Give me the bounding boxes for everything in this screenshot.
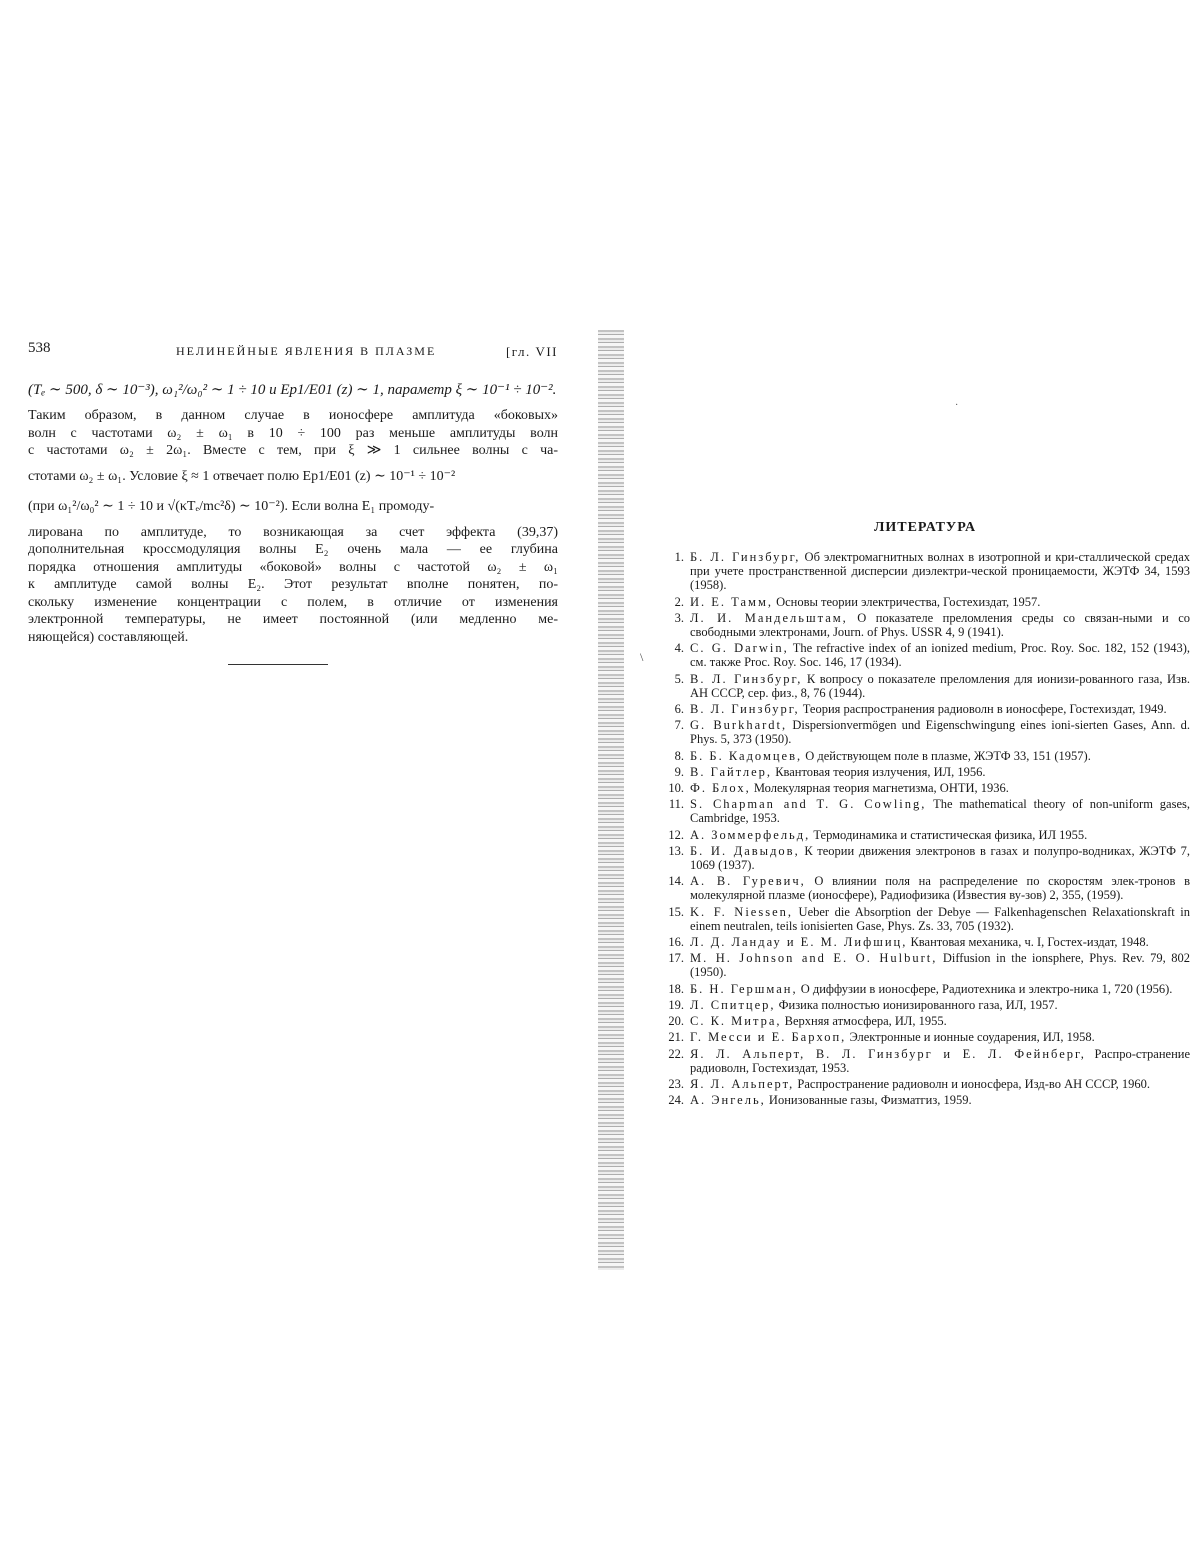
reference-list <box>660 550 1190 1107</box>
reference-authors: В. Гайтлер, <box>690 764 773 779</box>
reference-authors: Г. Месси и Е. Бархоп, <box>690 1030 847 1045</box>
reference-item <box>660 702 1190 716</box>
book-gutter <box>598 330 624 1270</box>
reference-item <box>660 874 1190 902</box>
reference-number: 23. <box>668 1076 684 1091</box>
running-title: НЕЛИНЕЙНЫЕ ЯВЛЕНИЯ В ПЛАЗМЕ <box>176 344 437 358</box>
reference-item <box>660 844 1190 872</box>
reference-text: О диффузии в ионосфере, Радиотехника и электро-ника 1, 720 (1956). <box>797 981 1173 996</box>
reference-text: Об электромагнитных волнах в изотропной и кри-сталлической средах при учете пространственной дисперсии диэлектри-ческой проницаемости, ЖЭТФ 34, 1593 (1958). <box>690 550 1191 593</box>
reference-number: 1. <box>674 550 684 564</box>
right-page <box>660 520 1190 1109</box>
reference-text: The refractive index of an ionized medium, Proc. Roy. Soc. 182, 152 (1943), см. также Proc. Roy. Soc. 146, 17 (1934). <box>690 641 1190 670</box>
reference-item <box>660 718 1190 746</box>
reference-authors: Б. И. Давыдов, <box>690 843 800 858</box>
reference-authors: Л. Спитцер, <box>690 997 776 1012</box>
reference-text: Основы теории электричества, Гостехиздат, 1957. <box>772 594 1041 609</box>
math-line-2: (при ω₁²/ω₀² ∼ 1 ÷ 10 и √(κTₑ/mc²δ) ∼ 10⁻²). Если волна E₁ промоду- <box>28 498 435 514</box>
reference-text: Dispersionvermögen und Eigenschwingung eines ioni-sierten Gases, Ann. d. Phys. 5, 373 (1950). <box>690 718 1191 747</box>
reference-item <box>660 951 1190 979</box>
reference-text: К теории движения электронов в газах и полупро-водниках, ЖЭТФ 7, 1069 (1937). <box>690 843 1190 873</box>
section-end-rule <box>228 664 328 665</box>
reference-number: 5. <box>674 671 684 686</box>
reference-item <box>660 905 1190 933</box>
text-line: волн с частотами ω₂ ± ω₁ в 10 ÷ 100 раз меньше амплитуды волн <box>28 425 558 441</box>
reference-number: 3. <box>674 610 684 625</box>
reference-item <box>660 998 1190 1012</box>
reference-number: 15. <box>668 904 684 919</box>
reference-authors: Л. И. Мандельштам, <box>690 610 848 625</box>
reference-item <box>660 611 1190 639</box>
reference-text: Квантовая теория излучения, ИЛ, 1956. <box>772 764 986 779</box>
reference-item <box>660 1077 1190 1091</box>
text-line: няющейся) составляющей. <box>28 629 189 645</box>
reference-number: 18. <box>668 981 684 996</box>
text-line: к амплитуде самой волны E₂. Этот результат вполне понятен, по- <box>28 577 558 592</box>
reference-text: Термодинамика и статистическая физика, ИЛ 1955. <box>810 827 1088 842</box>
scan-speck: · <box>955 400 959 411</box>
math-line-1: стотами ω₂ ± ω₁. Условие ξ ≈ 1 отвечает полю Ep1/E01 (z) ∼ 10⁻¹ ÷ 10⁻² <box>28 468 456 484</box>
reference-text: Распро-странение радиоволн, Гостехиздат, 1953. <box>690 1046 1190 1075</box>
reference-number: 22. <box>668 1046 684 1061</box>
reference-item <box>660 781 1190 795</box>
page-number: 538 <box>28 340 51 356</box>
references-heading: ЛИТЕРАТУРА <box>873 520 977 535</box>
reference-number: 14. <box>668 874 684 889</box>
reference-item <box>660 828 1190 842</box>
reference-number: 8. <box>674 748 684 763</box>
reference-text: Diffusion in the ionsphere, Phys. Rev. 79, 802 (1950). <box>690 951 1191 980</box>
text-line: электронной температуры, не имеет постоянной (или медленно ме- <box>28 612 558 627</box>
reference-number: 4. <box>674 641 684 656</box>
reference-item <box>660 1030 1190 1044</box>
reference-text: Молекулярная теория магнетизма, ОНТИ, 1936. <box>750 781 1009 796</box>
reference-number: 11. <box>668 797 684 812</box>
reference-authors: А. Зоммерфельд, <box>690 827 811 842</box>
paragraph-1 <box>28 407 558 460</box>
reference-authors: А. Энгель, <box>690 1093 766 1108</box>
reference-authors: А. В. Гуревич, <box>690 874 806 889</box>
reference-text: О действующем поле в плазме, ЖЭТФ 33, 151 (1957). <box>802 748 1091 763</box>
chapter-ref: [гл. VII <box>505 344 558 359</box>
reference-number: 16. <box>668 935 684 950</box>
reference-authors: C. G. Darwin, <box>690 641 789 656</box>
reference-authors: Я. Л. Альперт, В. Л. Гинзбург и Е. Л. Фейнберг, <box>690 1046 1086 1061</box>
reference-item <box>660 550 1190 593</box>
reference-number: 19. <box>668 997 684 1012</box>
reference-item <box>660 749 1190 763</box>
reference-text: Ueber die Absorption der Debye — Falkenhagenschen Relaxationskraft in einem neutralen, teils ionisierten Gase, Phys. Zs. 33, 705 (1932). <box>690 904 1190 933</box>
margin-mark: \ <box>640 650 644 664</box>
reference-authors: Ф. Блох, <box>690 781 751 796</box>
reference-text: Теория распространения радиоволн в ионосфере, Гостехиздат, 1949. <box>799 702 1167 717</box>
reference-number: 2. <box>674 594 684 609</box>
reference-number: 20. <box>668 1014 684 1029</box>
reference-text: Физика полностью ионизированного газа, ИЛ, 1957. <box>775 997 1058 1012</box>
reference-authors: Я. Л. Альперт, <box>690 1076 795 1091</box>
reference-number: 24. <box>668 1093 684 1108</box>
text-line: порядка отношения амплитуды «боковой» волны с частотой ω₂ ± ω₁ <box>28 559 558 575</box>
reference-text: О показателе преломления среды со связан-ными и со свободными электронами, Journ. of Phys. USSR 4, 9 (1941). <box>690 610 1190 640</box>
text-line: лирована по амплитуде, то возникающая за счет эффекта (39,37) <box>28 524 558 540</box>
text-line: скольку изменение концентрации с полем, в отличие от изменения <box>28 594 558 610</box>
reference-number: 12. <box>668 827 684 842</box>
running-head <box>28 340 558 366</box>
reference-item <box>660 1047 1190 1075</box>
reference-text: Электронные и ионные соударения, ИЛ, 1958. <box>846 1030 1095 1045</box>
reference-authors: В. Л. Гинзбург, <box>690 671 803 686</box>
reference-item <box>660 935 1190 949</box>
reference-authors: Б. Л. Гинзбург, <box>690 550 801 564</box>
reference-number: 6. <box>674 702 684 717</box>
reference-number: 7. <box>674 718 684 733</box>
reference-text: Распространение радиоволн и ионосфера, Изд-во АН СССР, 1960. <box>794 1076 1151 1091</box>
text-line: с частотами ω₂ ± 2ω₁. Вместе с тем, при ξ ≫ 1 сильнее волны с ча- <box>28 443 558 458</box>
reference-item <box>660 641 1190 669</box>
reference-item <box>660 797 1190 825</box>
reference-authors: K. F. Niessen, <box>690 904 794 919</box>
reference-number: 10. <box>668 781 684 796</box>
formula-line: (Tₑ ∼ 500, δ ∼ 10⁻³), ω₁²/ω₀² ∼ 1 ÷ 10 и Ep1/E01 (z) ∼ 1, параметр ξ ∼ 10⁻¹ ÷ 10⁻². <box>28 382 557 398</box>
reference-item <box>660 595 1190 609</box>
text-line: дополнительная кроссмодуляция волны E₂ очень мала — ее глубина <box>28 542 558 557</box>
text-line: Таким образом, в данном случае в ионосфере амплитуда «боковых» <box>28 408 558 423</box>
reference-text: Ионизованные газы, Физматгиз, 1959. <box>765 1093 972 1108</box>
reference-number: 17. <box>668 951 684 966</box>
reference-text: Квантовая механика, ч. I, Гостех-издат, 1948. <box>907 935 1149 950</box>
paragraph-2 <box>28 524 558 647</box>
reference-text: The mathematical theory of non-uniform gases, Cambridge, 1953. <box>690 797 1191 826</box>
reference-text: К вопросу о показателе преломления для ионизи-рованного газа, Изв. АН СССР, сер. физ., 8, 76 (1944). <box>690 671 1190 700</box>
reference-item <box>660 982 1190 996</box>
reference-item <box>660 1093 1190 1107</box>
reference-authors: И. Е. Тамм, <box>690 594 773 609</box>
reference-authors: Л. Д. Ландау и Е. М. Лифшиц, <box>690 935 908 950</box>
reference-number: 13. <box>668 843 684 858</box>
reference-item <box>660 672 1190 700</box>
left-page <box>28 340 558 665</box>
reference-authors: С. К. Митра, <box>690 1014 782 1029</box>
reference-authors: Б. Б. Кадомцев, <box>690 748 803 763</box>
reference-text: Верхняя атмосфера, ИЛ, 1955. <box>781 1014 947 1029</box>
reference-number: 21. <box>668 1030 684 1045</box>
reference-authors: В. Л. Гинзбург, <box>690 702 800 717</box>
reference-item <box>660 765 1190 779</box>
reference-text: О влиянии поля на распределение по скоростям элек-тронов в молекулярной плазме (ионосфере), Радиофизика (Известия ву-зов) 2, 355, (1959). <box>690 874 1191 903</box>
reference-authors: S. Chapman and T. G. Cowling, <box>690 797 927 812</box>
reference-authors: G. Burkhardt, <box>690 718 788 733</box>
reference-authors: M. H. Johnson and E. O. Hulburt, <box>690 951 938 966</box>
reference-number: 9. <box>674 764 684 779</box>
reference-item <box>660 1014 1190 1028</box>
reference-authors: Б. Н. Гершман, <box>690 981 798 996</box>
